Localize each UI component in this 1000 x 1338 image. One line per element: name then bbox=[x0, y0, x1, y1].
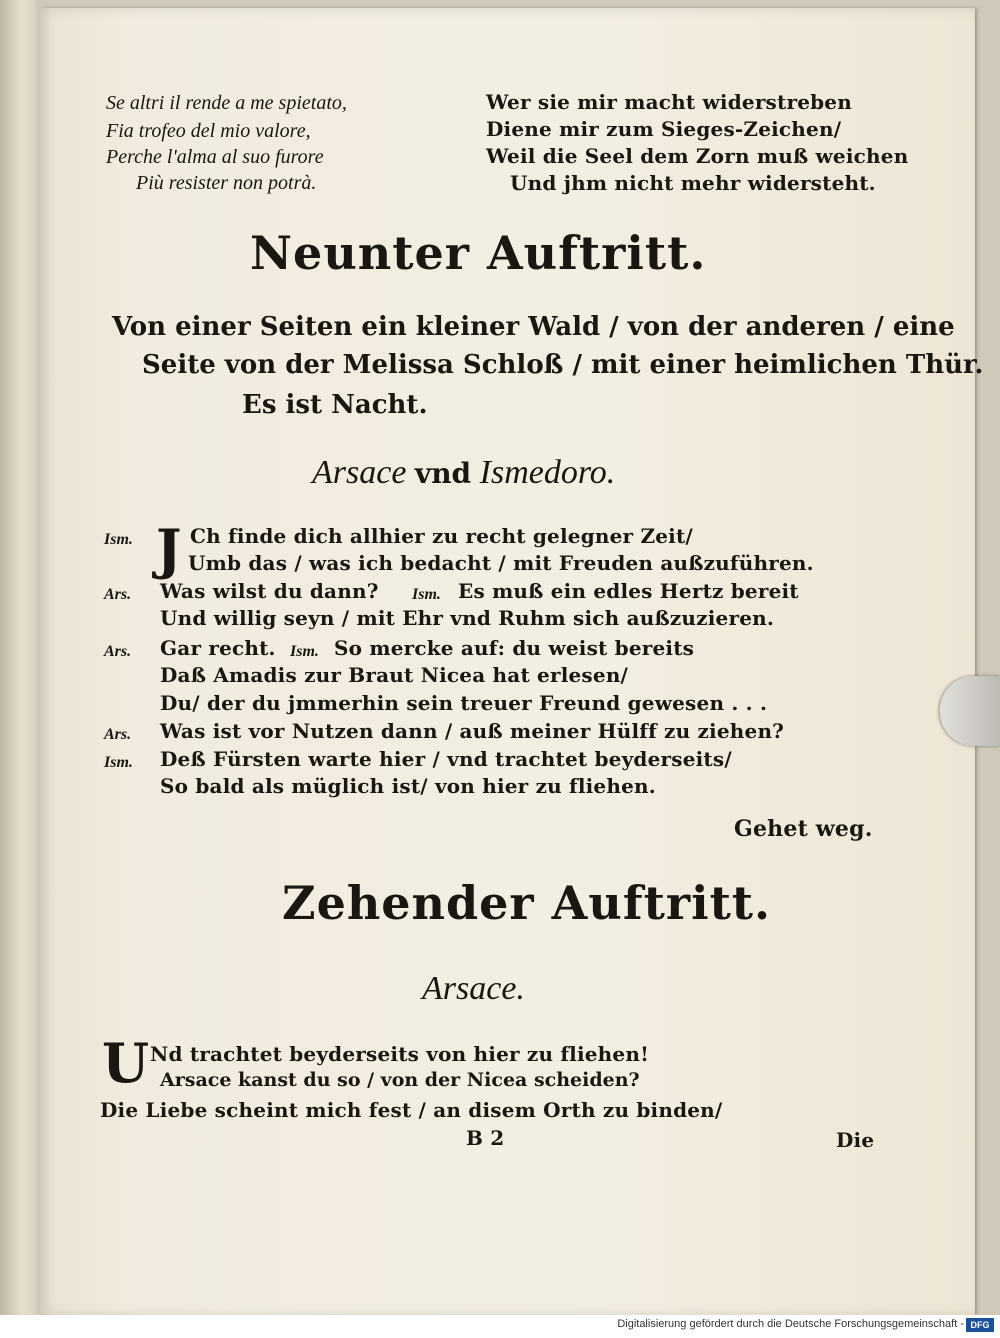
setting-line-2: Seite von der Melissa Schloß / mit einer heimlichen Thür. bbox=[142, 350, 984, 380]
stage-direction-exit: Gehet weg. bbox=[734, 816, 873, 842]
italian-line-2: Fia trofeo del mio valore, bbox=[106, 120, 311, 142]
scene-10-cast bbox=[422, 970, 525, 1008]
dialogue-line-7: Du/ der du jmmerhin sein treuer Freund gewesen . . . bbox=[160, 691, 768, 715]
italian-line-4: Più resister non potrà. bbox=[136, 172, 317, 194]
footer-credit: Digitalisierung gefördert durch die Deutsche Forschungsgemeinschaft - bbox=[617, 1318, 964, 1330]
book-spine bbox=[0, 0, 36, 1315]
italian-line-3: Perche l'alma al suo furore bbox=[106, 146, 324, 168]
scene-10-line-2: Arsace kanst du so / von der Nicea scheiden? bbox=[160, 1069, 640, 1091]
dialogue-line-6: Daß Amadis zur Braut Nicea hat erlesen/ bbox=[160, 663, 629, 687]
dialogue-line-10: So bald als müglich ist/ von hier zu fliehen. bbox=[160, 774, 656, 798]
dialogue-line-2: Umb das / was ich bedacht / mit Freuden außzuführen. bbox=[188, 551, 814, 575]
speaker-label: Ism. bbox=[104, 531, 133, 548]
dialogue-line-1: Ch finde dich allhier zu recht gelegner Zeit/ bbox=[190, 524, 693, 548]
dialogue-line-3a: Was wilst du dann? bbox=[160, 579, 379, 603]
dfg-logo: DFG bbox=[966, 1318, 994, 1332]
cast-and: vnd bbox=[414, 457, 472, 490]
dialogue-line-5a: Gar recht. bbox=[160, 636, 276, 660]
cast-ismedoro: Ismedoro. bbox=[479, 454, 616, 491]
scene-10-line-3: Die Liebe scheint mich fest / an disem Orth zu binden/ bbox=[100, 1098, 723, 1122]
page-clip-tab bbox=[940, 676, 1000, 746]
german-line-3: Weil die Seel dem Zorn muß weichen bbox=[486, 144, 909, 168]
scene-9-cast bbox=[312, 454, 615, 492]
catchword: Die bbox=[836, 1128, 875, 1152]
signature-mark: B 2 bbox=[466, 1126, 505, 1150]
dialogue-line-9: Deß Fürsten warte hier / vnd trachtet beyderseits/ bbox=[160, 747, 732, 771]
speaker-label: Ism. bbox=[104, 754, 133, 771]
german-line-1: Wer sie mir macht widerstreben bbox=[486, 90, 852, 114]
setting-line-3: Es ist Nacht. bbox=[242, 390, 428, 420]
speaker-label: Ism. bbox=[412, 586, 441, 603]
scene-10-line-1: Nd trachtet beyderseits von hier zu fliehen! bbox=[150, 1042, 650, 1066]
scene-10-title: Zehender Auftritt. bbox=[282, 876, 772, 930]
footer-bar bbox=[0, 1315, 1000, 1338]
speaker-label: Ars. bbox=[104, 586, 132, 603]
dialogue-line-8: Was ist vor Nutzen dann / auß meiner Hülff zu ziehen? bbox=[160, 719, 785, 743]
dialogue-line-5b: So mercke auf: du weist bereits bbox=[334, 636, 695, 660]
german-line-4: Und jhm nicht mehr widersteht. bbox=[510, 171, 876, 195]
speaker-label: Ism. bbox=[290, 643, 319, 660]
german-line-2: Diene mir zum Sieges-Zeichen/ bbox=[486, 117, 842, 141]
cast-arsace: Arsace bbox=[312, 454, 407, 491]
cast-arsace-solo: Arsace. bbox=[422, 970, 525, 1007]
dialogue-line-3b: Es muß ein edles Hertz bereit bbox=[458, 579, 799, 603]
italian-line-1: Se altri il rende a me spietato, bbox=[106, 92, 347, 114]
speaker-label: Ars. bbox=[104, 643, 132, 660]
speaker-label: Ars. bbox=[104, 726, 132, 743]
drop-cap: J bbox=[156, 517, 182, 581]
drop-cap: U bbox=[102, 1031, 150, 1095]
setting-line-1: Von einer Seiten ein kleiner Wald / von der anderen / eine bbox=[112, 312, 955, 342]
dialogue-line-4: Und willig seyn / mit Ehr vnd Ruhm sich außzuzieren. bbox=[160, 606, 775, 630]
scene-9-title: Neunter Auftritt. bbox=[250, 226, 707, 280]
